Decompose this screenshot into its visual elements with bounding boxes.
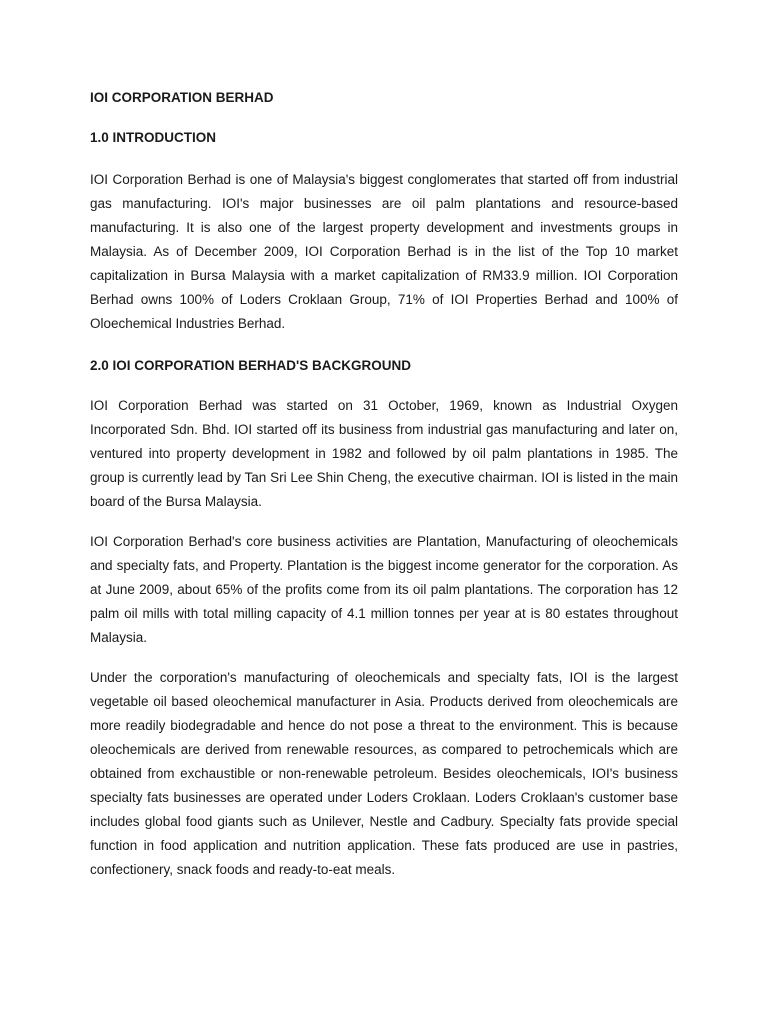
background-paragraph-3: Under the corporation's manufacturing of oleochemicals and specialty fats, IOI is the largest vegetable oil based oleochemical manufacturer in Asia. Products derived from oleochemicals are more readily biodegradable and hence do not pose a threat to the environment. This is because oleochemicals are derived from renewable resources, as compared to petrochemicals which are obtained from exchaustible or non-renewable petroleum. Besides oleochemicals, IOI's business specialty fats businesses are operated under Loders Croklaan. Loders Croklaan's customer base includes global food giants such as Unilever, Nestle and Cadbury. Specialty fats provide special function in food application and nutrition application. These fats produced are use in pastries, confectionery, snack foods and ready-to-eat meals. xyxy=(90,670,678,877)
section-heading-background: 2.0 IOI CORPORATION BERHAD'S BACKGROUND xyxy=(90,358,411,373)
introduction-paragraph: IOI Corporation Berhad is one of Malaysia's biggest conglomerates that started off from industrial gas manufacturing. IOI's major businesses are oil palm plantations and resource-based manufacturing. It is also one of the largest property development and investments groups in Malaysia. As of December 2009, IOI Corporation Berhad is in the list of the Top 10 market capitalization in Bursa Malaysia with a market capitalization of RM33.9 million. IOI Corporation Berhad owns 100% of Loders Croklaan Group, 71% of IOI Properties Berhad and 100% of Oloechemical Industries Berhad. xyxy=(90,172,678,331)
section-heading-introduction: 1.0 INTRODUCTION xyxy=(90,130,217,145)
background-paragraph-2: IOI Corporation Berhad's core business activities are Plantation, Manufacturing of oleochemicals and specialty fats, and Property. Plantation is the biggest income generator for the corporation. As at June 2009, about 65% of the profits come from its oil palm plantations. The corporation has 12 palm oil mills with total milling capacity of 4.1 million tonnes per year at is 80 estates throughout Malaysia. xyxy=(90,534,678,645)
document-title: IOI CORPORATION BERHAD xyxy=(90,90,274,105)
background-paragraph-1: IOI Corporation Berhad was started on 31 October, 1969, known as Industrial Oxygen Incorporated Sdn. Bhd. IOI started off its business from industrial gas manufacturing and later on, ventured into property development in 1982 and followed by oil palm plantations in 1985. The group is currently lead by Tan Sri Lee Shin Cheng, the executive chairman. IOI is listed in the main board of the Bursa Malaysia. xyxy=(90,398,678,509)
